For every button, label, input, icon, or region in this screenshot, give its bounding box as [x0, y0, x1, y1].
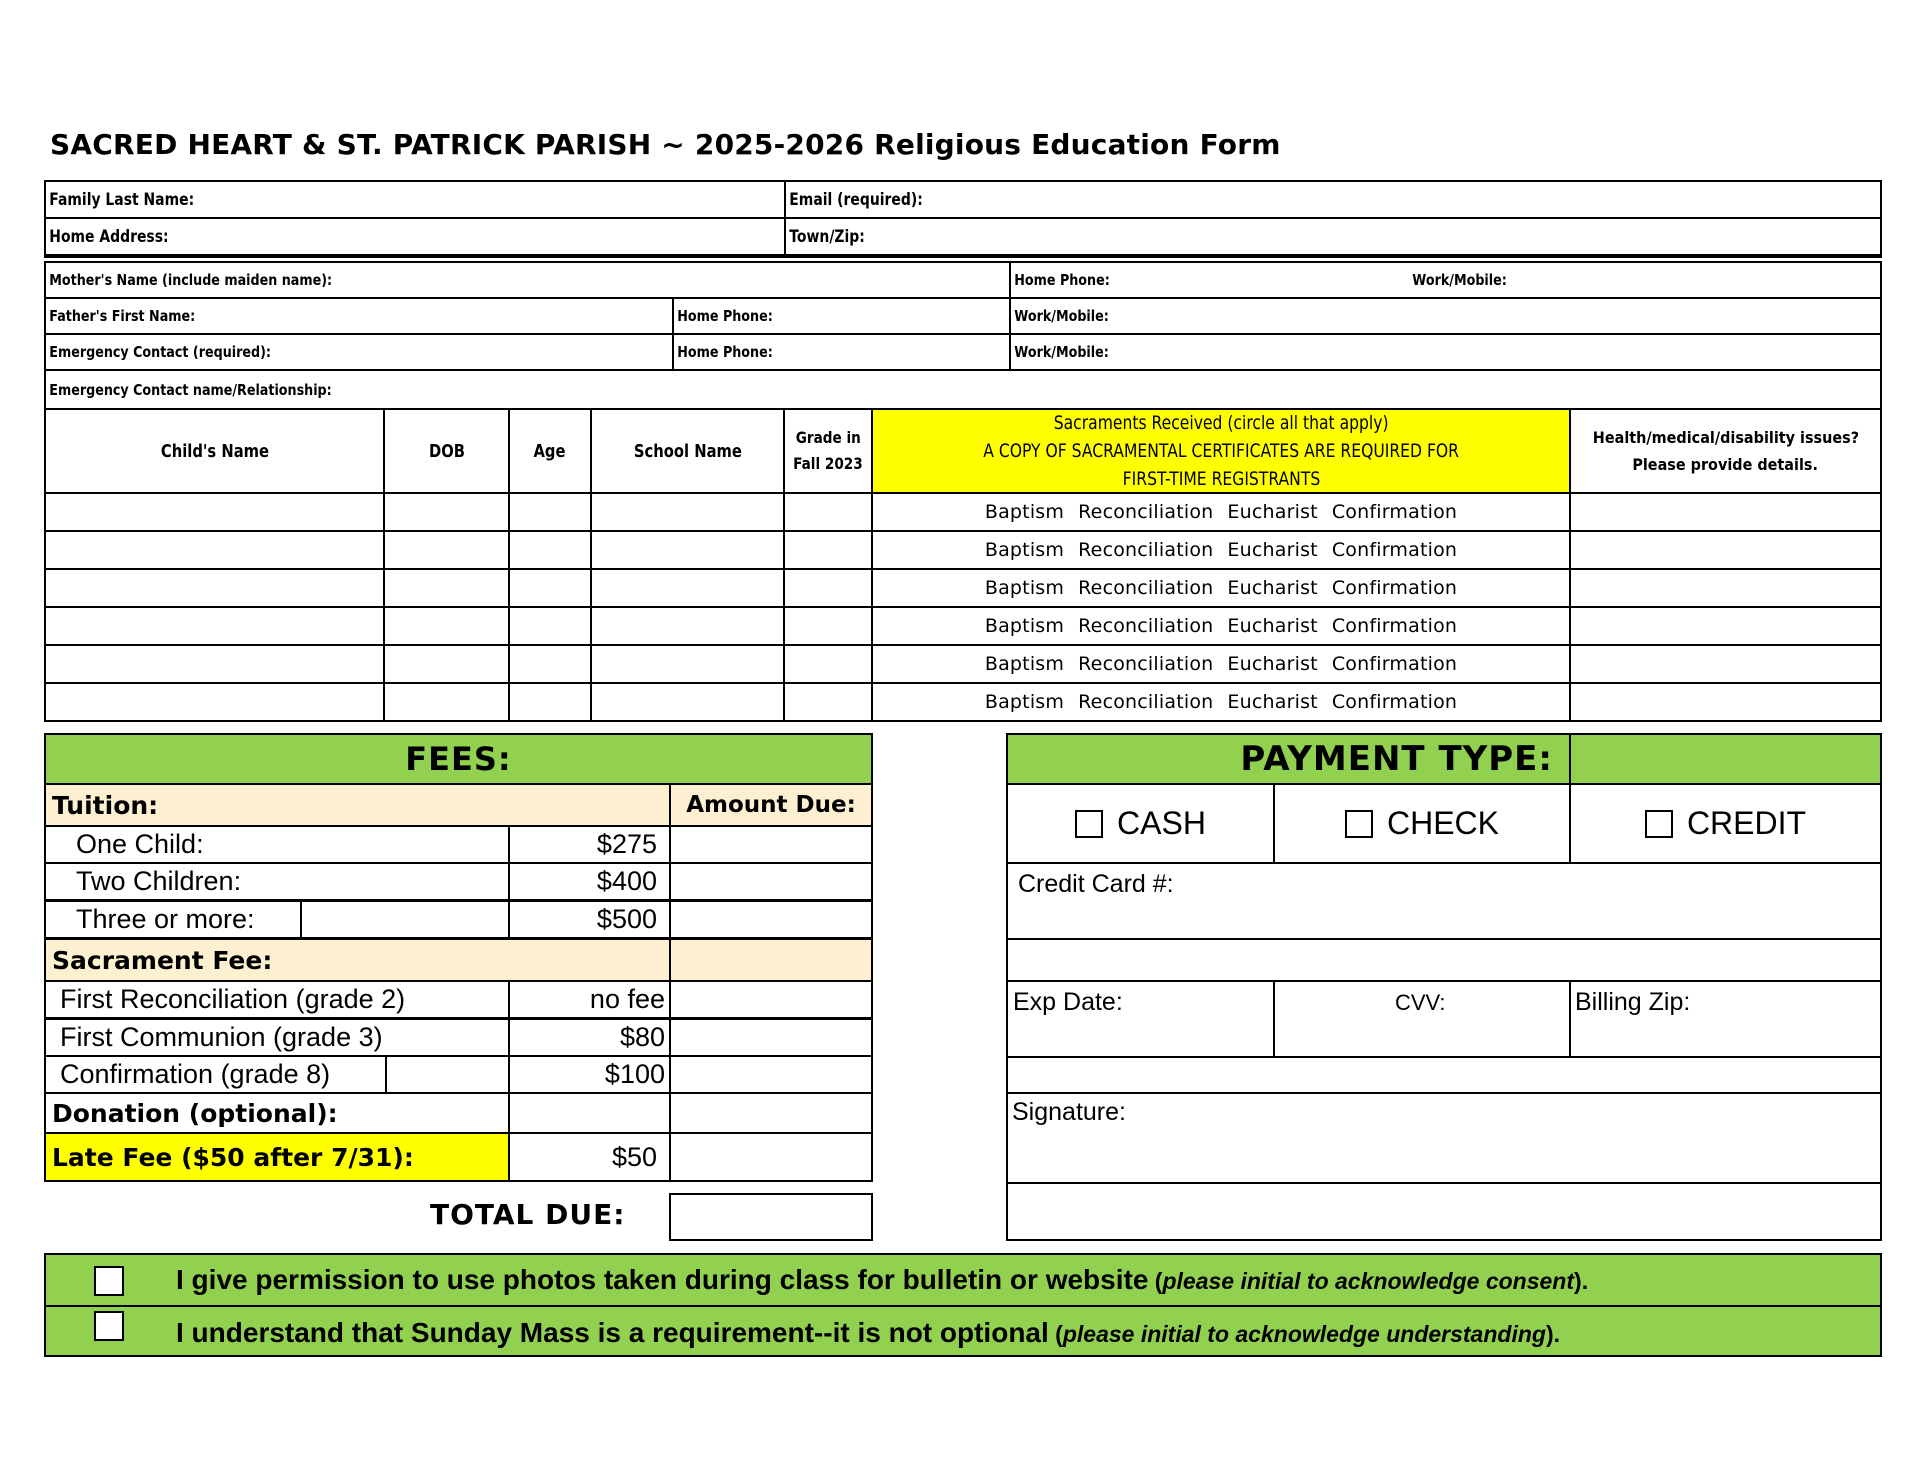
sacrament-option[interactable]: Confirmation: [1331, 691, 1458, 713]
sacrament-item-amount: [508, 1055, 671, 1094]
email-field[interactable]: Email (required):: [784, 180, 1882, 219]
child-grade-cell[interactable]: [783, 530, 873, 570]
header-school: School Name: [590, 408, 785, 494]
tuition-item-amount: [508, 900, 671, 939]
child-grade-cell[interactable]: [783, 492, 873, 532]
child-sacraments-cell[interactable]: [871, 530, 1571, 570]
child-school-cell[interactable]: [590, 530, 785, 570]
tuition-item-due[interactable]: [669, 900, 873, 939]
child-name-cell[interactable]: [44, 492, 385, 532]
tuition-amount-text: $500: [596, 904, 657, 934]
child-sacraments-cell[interactable]: [871, 606, 1571, 646]
sacrament-option[interactable]: Baptism: [984, 539, 1065, 561]
signature-field[interactable]: Signature:: [1006, 1092, 1882, 1184]
sacrament-option[interactable]: Baptism: [984, 615, 1065, 637]
tuition-item-amount: [508, 862, 671, 901]
sacrament-option[interactable]: Reconciliation: [1078, 501, 1214, 523]
child-grade-cell[interactable]: [783, 682, 873, 722]
header-child-name: Child's Name: [44, 408, 385, 494]
tuition-label: Tuition:: [44, 783, 671, 827]
tuition-item-due[interactable]: [669, 862, 873, 901]
father-name-field[interactable]: Father's First Name:: [44, 297, 674, 335]
sacrament-fee-amount-blank: [669, 938, 873, 982]
form-title: SACRED HEART & ST. PATRICK PARISH ~ 2025-2026 Religious Education Form: [50, 128, 1281, 161]
child-school-cell[interactable]: [590, 568, 785, 608]
sacrament-item-amount: [508, 980, 671, 1019]
exp-date-field[interactable]: Exp Date:: [1006, 980, 1275, 1058]
mass-consent-row: I understand that Sunday Mass is a requirement--it is not optional (please initial to acknowledge understanding).: [44, 1305, 1882, 1357]
header-grade: Grade in Fall 2023: [783, 408, 873, 494]
child-sacraments-cell[interactable]: [871, 492, 1571, 532]
sacrament-item-text: Confirmation (grade 8): [60, 1059, 331, 1089]
child-dob-cell[interactable]: [383, 682, 510, 722]
sacrament-item-text: First Communion (grade 3): [60, 1022, 383, 1052]
total-due-label: TOTAL DUE:: [430, 1198, 626, 1231]
sacrament-option[interactable]: Baptism: [984, 577, 1065, 599]
sacrament-option[interactable]: Confirmation: [1331, 653, 1458, 675]
sacrament-option[interactable]: Baptism: [984, 653, 1065, 675]
sacrament-option[interactable]: Confirmation: [1331, 539, 1458, 561]
child-age-cell[interactable]: [508, 530, 592, 570]
sacrament-option[interactable]: Eucharist: [1227, 653, 1318, 675]
child-health-cell[interactable]: [1569, 682, 1882, 722]
cash-checkbox[interactable]: [1075, 810, 1103, 838]
billing-zip-field[interactable]: Billing Zip:: [1569, 980, 1882, 1058]
family-last-name-field[interactable]: Family Last Name:: [44, 180, 786, 219]
payment-type-header-blank: [1569, 733, 1882, 785]
cvv-field[interactable]: CVV:: [1273, 980, 1571, 1058]
sacrament-item-due[interactable]: [669, 1018, 873, 1057]
child-school-cell[interactable]: [590, 644, 785, 684]
father-home-phone-field[interactable]: Home Phone:: [672, 297, 1011, 335]
sacrament-option[interactable]: Confirmation: [1331, 615, 1458, 637]
child-grade-cell[interactable]: [783, 606, 873, 646]
sacrament-option[interactable]: Eucharist: [1227, 577, 1318, 599]
mother-phone-field[interactable]: Home Phone: Work/Mobile:: [1009, 261, 1882, 299]
child-age-cell[interactable]: [508, 492, 592, 532]
late-fee-due[interactable]: [669, 1132, 873, 1182]
sacrament-amount-text: $80: [619, 1022, 665, 1052]
sacrament-option[interactable]: Reconciliation: [1078, 691, 1214, 713]
photo-consent-checkbox[interactable]: [94, 1266, 124, 1296]
child-age-cell[interactable]: [508, 682, 592, 722]
emergency-contact-field[interactable]: Emergency Contact (required):: [44, 333, 674, 371]
child-health-cell[interactable]: [1569, 606, 1882, 646]
donation-due[interactable]: [669, 1092, 873, 1134]
fees-header: FEES:: [44, 733, 873, 785]
emergency-relationship-field[interactable]: Emergency Contact name/Relationship:: [44, 369, 1882, 410]
sacrament-option[interactable]: Eucharist: [1227, 615, 1318, 637]
child-school-cell[interactable]: [590, 606, 785, 646]
total-due-field[interactable]: [669, 1193, 873, 1241]
payment-option-credit[interactable]: CREDIT: [1569, 783, 1882, 864]
late-fee-amount: $50: [508, 1132, 671, 1182]
mass-consent-checkbox[interactable]: [94, 1311, 124, 1341]
tuition-item-label: [44, 862, 510, 901]
child-dob-cell[interactable]: [383, 606, 510, 646]
donation-amount[interactable]: [508, 1092, 671, 1134]
amount-due-label: Amount Due:: [669, 783, 873, 827]
header-dob: DOB: [383, 408, 510, 494]
child-dob-cell[interactable]: [383, 492, 510, 532]
child-health-cell[interactable]: [1569, 492, 1882, 532]
child-sacraments-cell[interactable]: [871, 568, 1571, 608]
payment-option-cash[interactable]: CASH: [1006, 783, 1275, 864]
child-health-cell[interactable]: [1569, 568, 1882, 608]
sacrament-fee-label: Sacrament Fee:: [44, 938, 671, 982]
child-sacraments-cell[interactable]: [871, 644, 1571, 684]
sacrament-item-due[interactable]: [669, 980, 873, 1019]
sacrament-option[interactable]: Eucharist: [1227, 691, 1318, 713]
sacrament-option[interactable]: Baptism: [984, 691, 1065, 713]
sacrament-option[interactable]: Baptism: [984, 501, 1065, 523]
tuition-item-label: [44, 900, 510, 939]
signature-field-continued[interactable]: [1006, 1182, 1882, 1241]
tuition-item-amount: [508, 825, 671, 864]
sacrament-item-due[interactable]: [669, 1055, 873, 1094]
sacrament-option[interactable]: Confirmation: [1331, 501, 1458, 523]
sacrament-option[interactable]: Reconciliation: [1078, 577, 1214, 599]
payment-type-header: PAYMENT TYPE:: [1006, 733, 1571, 785]
tuition-item-text: Two Children:: [76, 866, 242, 896]
child-name-cell[interactable]: [44, 644, 385, 684]
tuition-item-due[interactable]: [669, 825, 873, 864]
child-school-cell[interactable]: [590, 492, 785, 532]
credit-card-field-continued[interactable]: [1006, 938, 1882, 982]
sacrament-item-label: [44, 980, 510, 1019]
child-name-cell[interactable]: [44, 682, 385, 722]
child-name-cell[interactable]: [44, 568, 385, 608]
child-age-cell[interactable]: [508, 568, 592, 608]
check-checkbox[interactable]: [1345, 810, 1373, 838]
child-age-cell[interactable]: [508, 606, 592, 646]
tuition-item-label: [44, 825, 510, 864]
late-fee-label: Late Fee ($50 after 7/31):: [44, 1132, 510, 1182]
emergency-home-phone-field[interactable]: Home Phone:: [672, 333, 1011, 371]
credit-card-field[interactable]: Credit Card #:: [1006, 862, 1882, 940]
child-health-cell[interactable]: [1569, 530, 1882, 570]
child-school-cell[interactable]: [590, 682, 785, 722]
sacrament-item-amount: [508, 1018, 671, 1057]
child-grade-cell[interactable]: [783, 644, 873, 684]
sacrament-item-label: [44, 1055, 510, 1094]
payment-option-check[interactable]: CHECK: [1273, 783, 1571, 864]
header-health: Health/medical/disability issues? Please provide details.: [1569, 408, 1882, 494]
tuition-divider: [300, 902, 302, 937]
child-age-cell[interactable]: [508, 644, 592, 684]
child-health-cell[interactable]: [1569, 644, 1882, 684]
sacrament-option[interactable]: Reconciliation: [1078, 653, 1214, 675]
header-sacraments: Sacraments Received (circle all that apply) A COPY OF SACRAMENTAL CERTIFICATES ARE REQUIRED FOR FIRST-TIME REGISTRANTS: [871, 408, 1571, 494]
sacrament-item-text: First Reconciliation (grade 2): [60, 984, 406, 1014]
mother-name-field[interactable]: Mother's Name (include maiden name):: [44, 261, 1011, 299]
child-dob-cell[interactable]: [383, 530, 510, 570]
sacrament-option[interactable]: Confirmation: [1331, 577, 1458, 599]
donation-label: Donation (optional):: [44, 1092, 510, 1134]
sacrament-amount-text: no fee: [589, 984, 665, 1014]
sacrament-divider: [385, 1057, 387, 1092]
tuition-item-text: Three or more:: [76, 904, 255, 934]
tuition-amount-text: $400: [596, 866, 657, 896]
home-address-field[interactable]: Home Address:: [44, 217, 786, 258]
sacrament-amount-text: $100: [604, 1059, 665, 1089]
header-age: Age: [508, 408, 592, 494]
child-grade-cell[interactable]: [783, 568, 873, 608]
tuition-item-text: One Child:: [76, 829, 204, 859]
sacrament-option[interactable]: Eucharist: [1227, 539, 1318, 561]
emergency-work-field[interactable]: Work/Mobile:: [1009, 333, 1882, 371]
child-dob-cell[interactable]: [383, 644, 510, 684]
child-sacraments-cell[interactable]: [871, 682, 1571, 722]
sacrament-option[interactable]: Reconciliation: [1078, 539, 1214, 561]
tuition-amount-text: $275: [596, 829, 657, 859]
sacrament-option[interactable]: Eucharist: [1227, 501, 1318, 523]
child-dob-cell[interactable]: [383, 568, 510, 608]
payment-spacer-row: [1006, 1056, 1882, 1094]
father-work-field[interactable]: Work/Mobile:: [1009, 297, 1882, 335]
photo-consent-row: I give permission to use photos taken during class for bulletin or website (please initial to acknowledge consent).: [44, 1253, 1882, 1307]
credit-checkbox[interactable]: [1645, 810, 1673, 838]
sacrament-option[interactable]: Reconciliation: [1078, 615, 1214, 637]
sacrament-item-label: [44, 1018, 510, 1057]
child-name-cell[interactable]: [44, 530, 385, 570]
town-zip-field[interactable]: Town/Zip:: [784, 217, 1882, 258]
child-name-cell[interactable]: [44, 606, 385, 646]
